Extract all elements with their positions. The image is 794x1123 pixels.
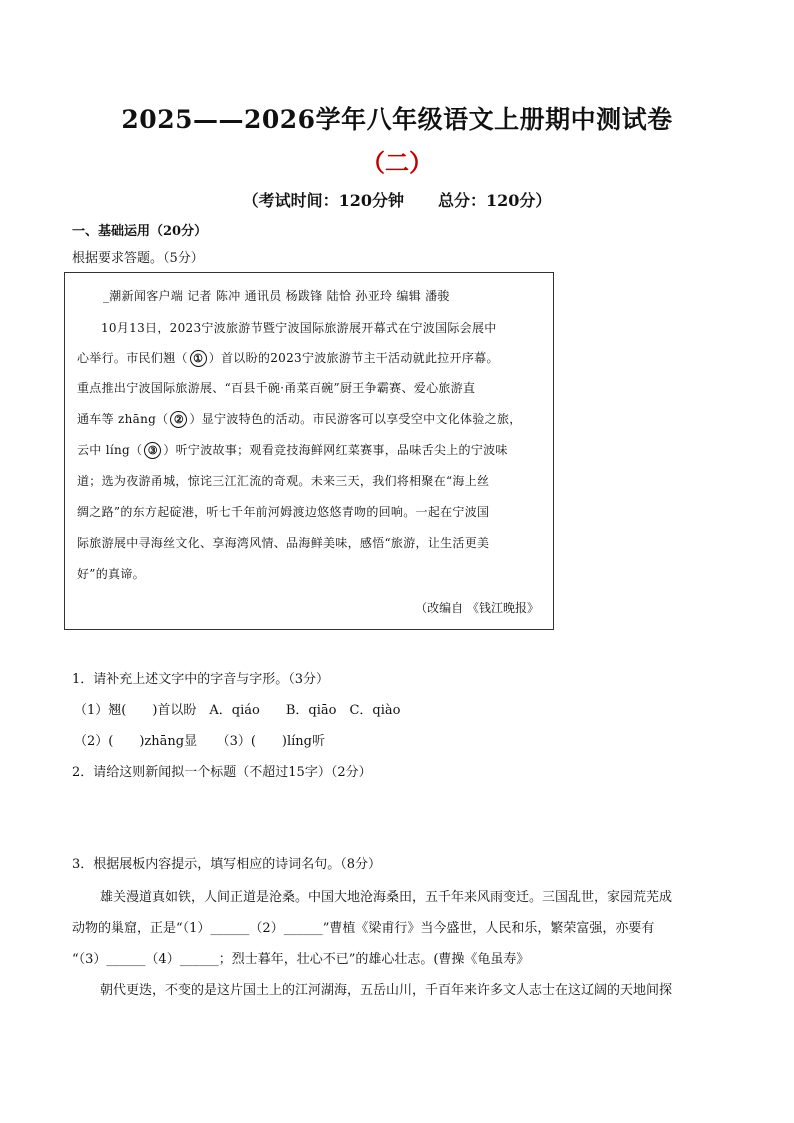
passage-line: 朝代更迭，不变的是这片国土上的江河湖海，五岳山川，千百年来许多文人志士在这辽阔的天地间探 [100, 983, 673, 998]
blank-marker-1: ① [190, 350, 207, 367]
news-passage-box [64, 272, 554, 630]
passage-line: “（3）______（4）______；烈士暮年，壮心不已”的雄心壮志。(曹操《龟虽寿》 [72, 952, 530, 967]
passage-line: 动物的巢窟，正是“（1）______（2）______”曹植《梁甫行》当今盛世，人民和乐，繁荣富强，亦要有 [72, 921, 655, 936]
total-score: 总分：120分） [438, 191, 552, 210]
news-line: 际旅游展中寻海丝文化、享海湾风情、品海鲜美味，感悟“旅游，让生活更美 [77, 536, 490, 550]
exam-time: （考试时间：120分钟 [242, 191, 404, 210]
exam-subtitle: （二） [361, 148, 433, 177]
question-3: 3．根据展板内容提示，填写相应的诗词名句。（8分） [72, 857, 382, 872]
section-heading: 一、基础运用（20分） [72, 224, 208, 239]
question-1-part-2: （2）( )zhāng显 （3）( )líng听 [74, 734, 326, 749]
news-line: 道；选为夜游甬城，惊诧三江汇流的奇观。未来三天，我们将相聚在“海上丝 [77, 474, 490, 488]
exam-info [0, 188, 794, 211]
news-byline: _潮新闻客户端 记者 陈冲 通讯员 杨跋锋 陆恰 孙亚玲 编辑 潘骏 [103, 289, 450, 303]
section-intro: 根据要求答题。（5分） [72, 251, 204, 266]
news-source: （改编自 《钱江晚报》 [415, 601, 539, 615]
blank-marker-3: ③ [144, 442, 161, 459]
blank-marker-2: ② [170, 411, 187, 428]
news-line: 绸之路”的东方起碇港，听七千年前河姆渡边悠悠青吻的回响。一起在宁波国 [77, 505, 490, 519]
exam-title: 2025——2026学年八年级语文上册期中测试卷 [121, 105, 673, 134]
passage-line: 雄关漫道真如铁，人间正道是沧桑。中国大地沧海桑田，五千年来风雨变迁。三国乱世，家园荒芜成 [100, 890, 673, 905]
news-line: 重点推出宁波国际旅游展、“百县千碗·甬菜百碗”厨王争霸赛、爱心旅游直 [77, 381, 476, 395]
question-1-part-1: （1）翘( )首以盼 A．qiáo B．qiāo C．qiào [74, 703, 401, 718]
news-line: 10月13日，2023宁波旅游节暨宁波国际旅游展开幕式在宁波国际会展中 [101, 321, 497, 335]
news-line: 云中 líng（ ③ ）听宁波故事；观看竞技海鲜网红菜赛事，品味舌尖上的宁波味 [77, 443, 508, 457]
question-2: 2．请给这则新闻拟一个标题（不超过15字）（2分） [72, 765, 372, 780]
news-line: 通车等 zhāng（ ② ）显宁波特色的活动。市民游客可以享受空中文化体验之旅， [77, 412, 522, 426]
question-1: 1．请补充上述文字中的字音与字形。（3分） [72, 672, 330, 687]
news-line: 心举行。市民们翘（ ① ）首以盼的2023宁波旅游节主干活动就此拉开序幕。 [77, 351, 499, 365]
news-line: 好”的真谛。 [77, 567, 145, 581]
